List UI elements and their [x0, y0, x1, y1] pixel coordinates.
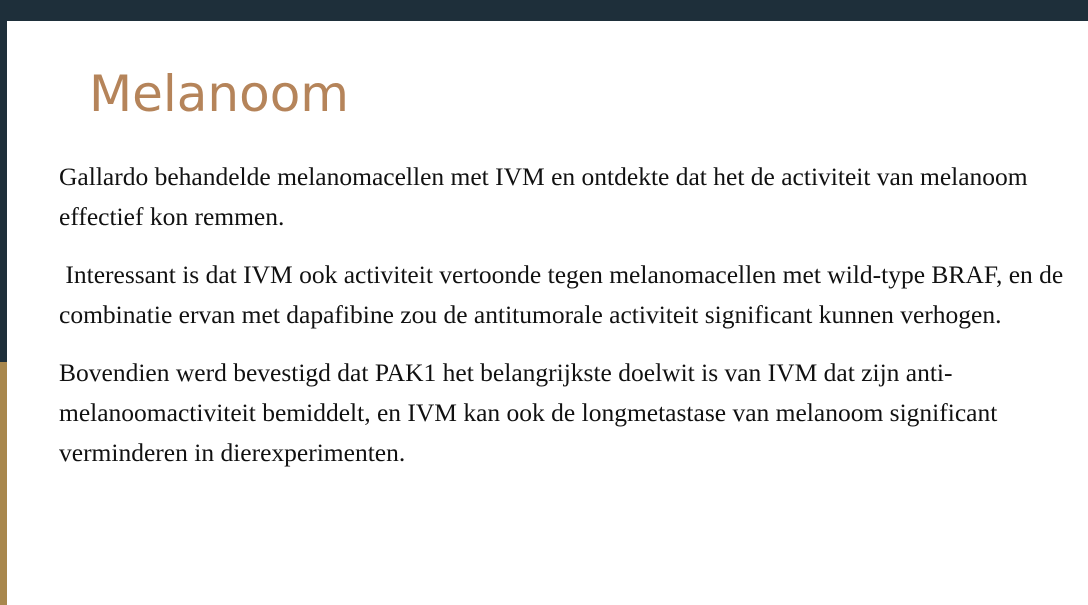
slide-title: Melanoom	[89, 65, 350, 123]
paragraph-2: Interessant is dat IVM ook activiteit vertoonde tegen melanomacellen met wild-type BRAF, en de combinatie ervan met dapafibine zou de antitumorale activiteit significant kunnen verhogen.	[59, 260, 1070, 329]
top-frame-bar	[0, 0, 1088, 21]
slide	[7, 21, 1088, 605]
paragraph-3: Bovendien werd bevestigd dat PAK1 het belangrijkste doelwit is van IVM dat zijn anti-melanoomactiviteit bemiddelt, en IVM kan ook de longmetastase van melanoom significant verminderen in dierexperimenten.	[59, 358, 1004, 467]
slide-body	[59, 157, 1081, 491]
paragraph-1: Gallardo behandelde melanomacellen met IVM en ontdekte dat het de activiteit van melanoom effectief kon remmen.	[59, 162, 1035, 231]
left-frame-bar-dark	[0, 0, 7, 362]
left-frame-bar-gold	[0, 362, 7, 605]
